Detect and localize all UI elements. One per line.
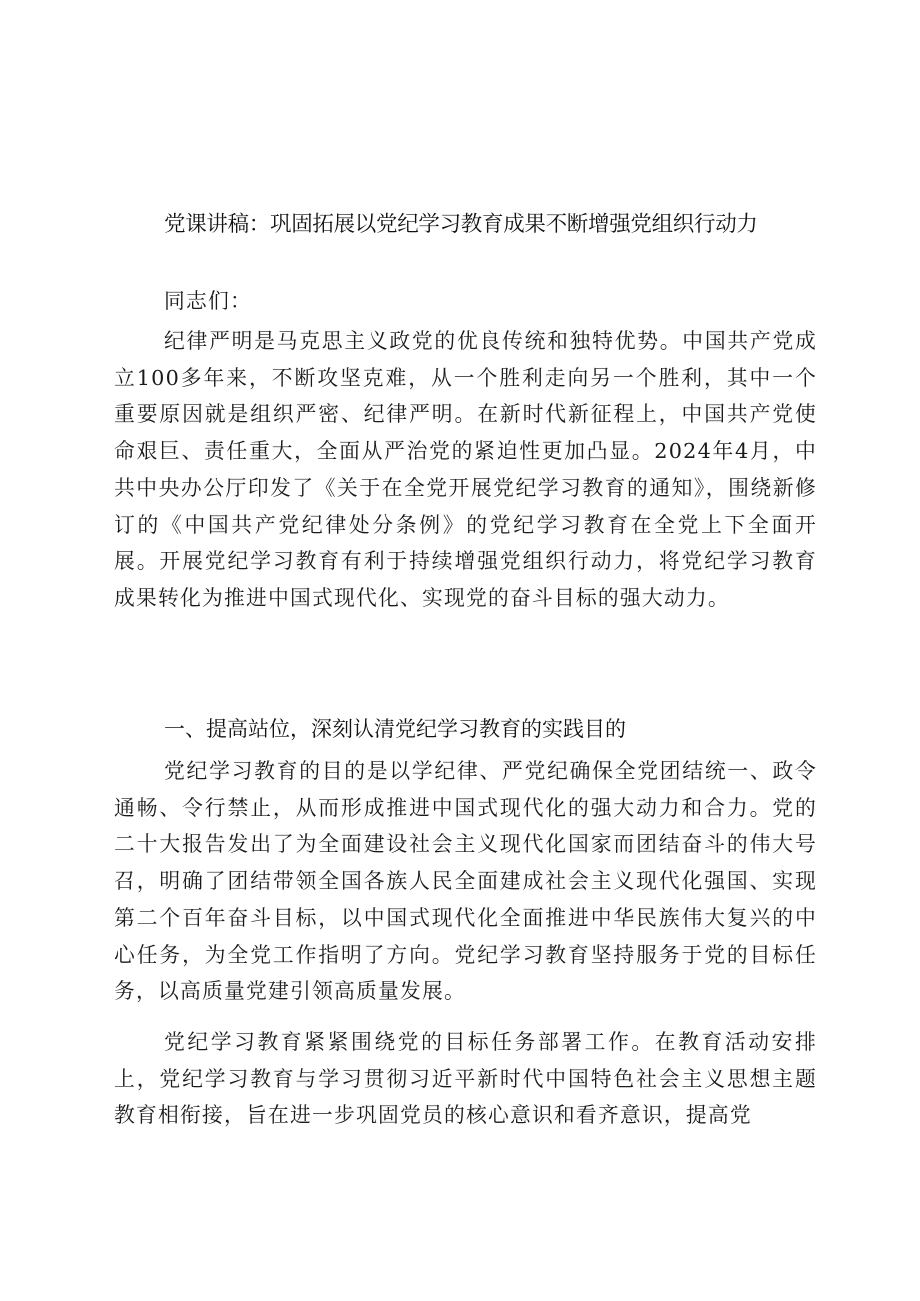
section-one-body bbox=[114, 753, 817, 1134]
section-heading: 一、提高站位，深刻认清党纪学习教育的实践目的 bbox=[164, 717, 626, 741]
greeting: 同志们： bbox=[164, 289, 252, 313]
document-title: 党课讲稿：巩固拓展以党纪学习教育成果不断增强党组织行动力 bbox=[164, 212, 758, 237]
body-paragraph: 纪律严明是马克思主义政党的优良传统和独特优势。中国共产党成立100多年来，不断攻坚克难，从一个胜利走向另一个胜利，其中一个重要原因就是组织严密、纪律严明。在新时代新征程上，中国共产党使命艰巨、责任重大，全面从严治党的紧迫性更加凸显。2024年4月，中共中央办公厅印发了《关于在全党开展党纪学习教育的通知》，围绕新修订的《中国共产党纪律处分条例》的党纪学习教育在全党上下全面开展。开展党纪学习教育有利于持续增强党组织行动力，将党纪学习教育成果转化为推进中国式现代化、实现党的奋斗目标的强大动力。 bbox=[114, 329, 817, 610]
intro-section bbox=[114, 323, 817, 617]
body-paragraph: 党纪学习教育的目的是以学纪律、严党纪确保全党团结统一、政令通畅、令行禁止，从而形成推进中国式现代化的强大动力和合力。党的二十大报告发出了为全面建设社会主义现代化国家而团结奋斗的伟大号召，明确了团结带领全国各族人民全面建成社会主义现代化强国、实现第二个百年奋斗目标，以中国式现代化全面推进中华民族伟大复兴的中心任务，为全党工作指明了方向。党纪学习教育坚持服务于党的目标任务，以高质量党建引领高质量发展。 bbox=[114, 759, 817, 1004]
body-paragraph: 党纪学习教育紧紧围绕党的目标任务部署工作。在教育活动安排上，党纪学习教育与学习贯彻习近平新时代中国特色社会主义思想主题教育相衔接，旨在进一步巩固党员的核心意识和看齐意识，提高党 bbox=[114, 1029, 817, 1128]
